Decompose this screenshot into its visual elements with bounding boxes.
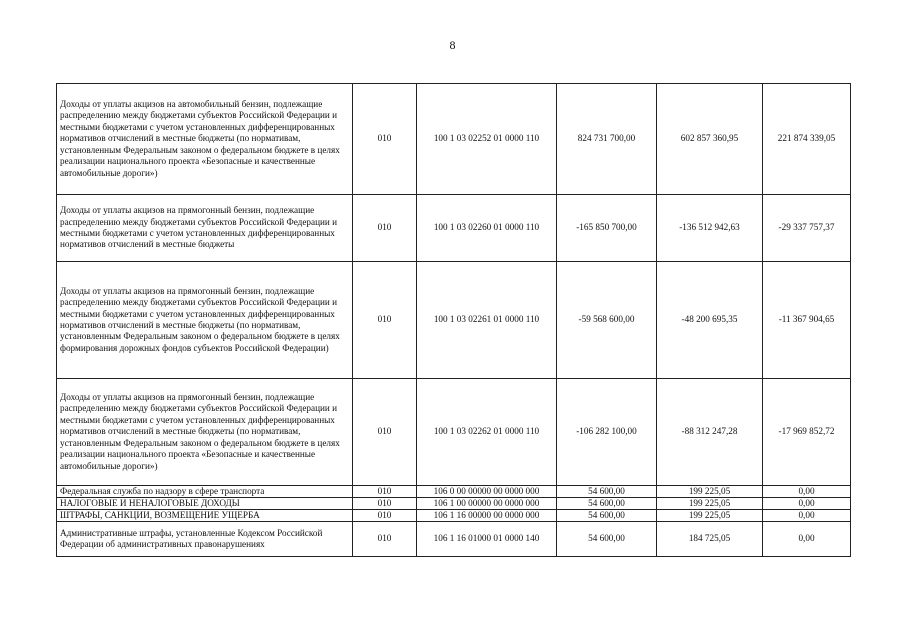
row-unexecuted: 0,00	[763, 510, 851, 522]
row-executed: 184 725,05	[657, 522, 763, 557]
table-row	[57, 522, 851, 557]
row-name: НАЛОГОВЫЕ И НЕНАЛОГОВЫЕ ДОХОДЫ	[57, 498, 353, 510]
row-name: Доходы от уплаты акцизов на автомобильный бензин, подлежащие распределению между бюджетами субъектов Российской Федерации и местными бюджетами с учетом установленных дифференцированных нормативов отчислений в местные бюджеты (по нормативам, установленным Федеральным законом о федеральном бюджете в целях реализации национального проекта «Безопасные и качественные автомобильные дороги»)	[57, 84, 353, 195]
table-row	[57, 379, 851, 486]
row-unexecuted: 0,00	[763, 486, 851, 498]
revenue-table	[56, 83, 851, 557]
row-kbk: 100 1 03 02261 01 0000 110	[417, 262, 557, 379]
row-kbk: 106 0 00 00000 00 0000 000	[417, 486, 557, 498]
row-unexecuted: -17 969 852,72	[763, 379, 851, 486]
table-row	[57, 498, 851, 510]
row-kbk: 100 1 03 02260 01 0000 110	[417, 195, 557, 262]
row-executed: 199 225,05	[657, 486, 763, 498]
table-row	[57, 510, 851, 522]
row-code: 010	[353, 195, 417, 262]
row-kbk: 106 1 16 00000 00 0000 000	[417, 510, 557, 522]
row-approved: 54 600,00	[557, 510, 657, 522]
table-row	[57, 486, 851, 498]
row-executed: -136 512 942,63	[657, 195, 763, 262]
row-name: Доходы от уплаты акцизов на прямогонный бензин, подлежащие распределению между бюджетами субъектов Российской Федерации и местными бюджетами с учетом установленных дифференцированных нормативов отчислений в местные бюджеты (по нормативам, установленным Федеральным законом о федеральном бюджете в целях формирования дорожных фондов субъектов Российской Федерации)	[57, 262, 353, 379]
row-code: 010	[353, 262, 417, 379]
row-executed: 199 225,05	[657, 498, 763, 510]
row-approved: 54 600,00	[557, 498, 657, 510]
table-row	[57, 262, 851, 379]
row-kbk: 100 1 03 02262 01 0000 110	[417, 379, 557, 486]
row-code: 010	[353, 510, 417, 522]
row-approved: -59 568 600,00	[557, 262, 657, 379]
row-approved: -165 850 700,00	[557, 195, 657, 262]
row-name: Федеральная служба по надзору в сфере транспорта	[57, 486, 353, 498]
row-executed: 199 225,05	[657, 510, 763, 522]
row-name: Доходы от уплаты акцизов на прямогонный бензин, подлежащие распределению между бюджетами субъектов Российской Федерации и местными бюджетами с учетом установленных дифференцированных нормативов отчислений в местные бюджеты (по нормативам, установленным Федеральным законом о федеральном бюджете в целях реализации национального проекта «Безопасные и качественные автомобильные дороги»)	[57, 379, 353, 486]
row-kbk: 106 1 16 01000 01 0000 140	[417, 522, 557, 557]
row-name: Доходы от уплаты акцизов на прямогонный бензин, подлежащие распределению между бюджетами субъектов Российской Федерации и местными бюджетами с учетом установленных дифференцированных нормативов отчислений в местные бюджеты	[57, 195, 353, 262]
row-executed: -88 312 247,28	[657, 379, 763, 486]
row-unexecuted: 0,00	[763, 498, 851, 510]
row-approved: 54 600,00	[557, 486, 657, 498]
row-unexecuted: -11 367 904,65	[763, 262, 851, 379]
row-approved: 824 731 700,00	[557, 84, 657, 195]
row-unexecuted: 221 874 339,05	[763, 84, 851, 195]
row-executed: 602 857 360,95	[657, 84, 763, 195]
row-code: 010	[353, 498, 417, 510]
row-unexecuted: 0,00	[763, 522, 851, 557]
row-name: ШТРАФЫ, САНКЦИИ, ВОЗМЕЩЕНИЕ УЩЕРБА	[57, 510, 353, 522]
row-code: 010	[353, 84, 417, 195]
row-code: 010	[353, 522, 417, 557]
row-name: Административные штрафы, установленные Кодексом Российской Федерации об административных правонарушениях	[57, 522, 353, 557]
table-row	[57, 84, 851, 195]
row-kbk: 106 1 00 00000 00 0000 000	[417, 498, 557, 510]
row-unexecuted: -29 337 757,37	[763, 195, 851, 262]
row-approved: -106 282 100,00	[557, 379, 657, 486]
page-number: 8	[449, 38, 456, 52]
row-code: 010	[353, 486, 417, 498]
table-row	[57, 195, 851, 262]
row-approved: 54 600,00	[557, 522, 657, 557]
row-kbk: 100 1 03 02252 01 0000 110	[417, 84, 557, 195]
row-executed: -48 200 695,35	[657, 262, 763, 379]
row-code: 010	[353, 379, 417, 486]
